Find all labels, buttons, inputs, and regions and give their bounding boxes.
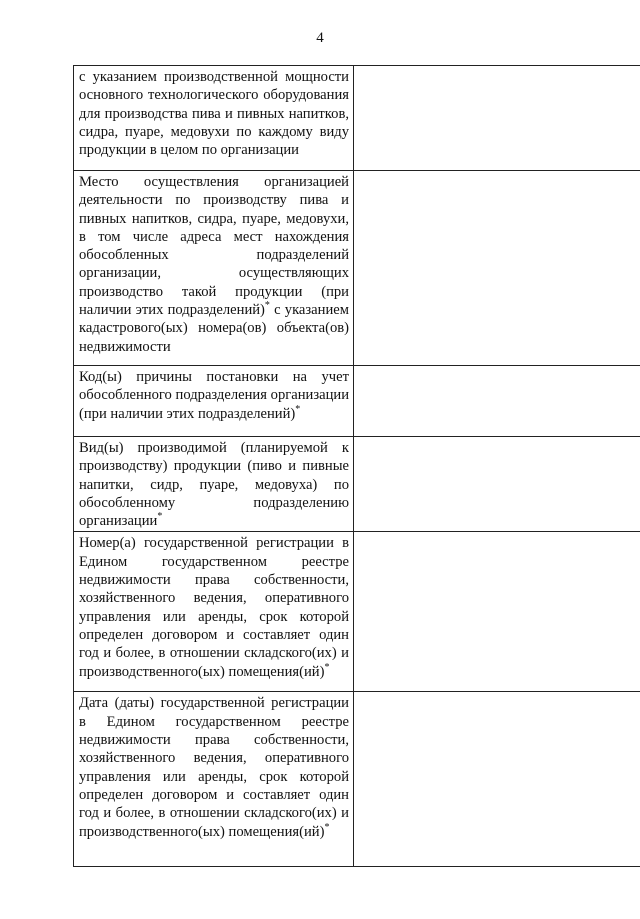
label-text: Дата (даты) государственной регистрации в Едином государственном реестре недвижимости права собственности, хозяйственного ведения, оперативного управления или аренды, срок которой определен договором и составляет один год и более, в отношении складского(их) и производственного(ых) помещения(ий) xyxy=(79,695,349,840)
row-label xyxy=(74,532,354,692)
row-label xyxy=(74,66,354,171)
table-row xyxy=(74,366,640,437)
row-label xyxy=(74,692,354,867)
row-label xyxy=(74,437,354,532)
footnote-mark: * xyxy=(264,300,270,312)
label-text: Вид(ы) производимой (планируемой к производству) продукции (пиво и пивные напитки, сидр, пуаре, медовуха) по обособленному подразделению организации xyxy=(79,440,349,530)
row-label xyxy=(74,171,354,366)
row-value[interactable] xyxy=(354,437,640,532)
footnote-mark: * xyxy=(324,661,330,673)
row-label xyxy=(74,366,354,437)
form-table xyxy=(73,65,640,867)
label-text: Номер(а) государственной регистрации в Едином государственном реестре недвижимости права собственности, хозяйственного ведения, оперативного управления или аренды, срок которой определен договором и составляет один год и более, в отношении складского(их) и производственного(ых) помещения(ий) xyxy=(79,535,349,680)
footnote-mark: * xyxy=(295,403,301,415)
row-value[interactable] xyxy=(354,171,640,366)
table-row xyxy=(74,437,640,532)
table-row xyxy=(74,692,640,867)
footnote-mark: * xyxy=(157,511,163,523)
footnote-mark: * xyxy=(324,821,330,833)
row-value[interactable] xyxy=(354,66,640,171)
page-number: 4 xyxy=(316,30,324,46)
table-row xyxy=(74,66,640,171)
row-value[interactable] xyxy=(354,366,640,437)
label-text: Код(ы) причины постановки на учет обособленного подразделения организации (при наличии этих подразделений) xyxy=(79,369,349,422)
label-text: Место осуществления организацией деятельности по производству пива и пивных напитков, сидра, пуаре, медовухи, в том числе адреса мест нахождения обособленных подразделений организации, осуществляющих производство такой продукции (при наличии этих подразделений) xyxy=(79,174,349,319)
label-text-tail: с указанием кадастрового(ых) номера(ов) объекта(ов) недвижимости xyxy=(79,302,349,355)
table-row xyxy=(74,532,640,692)
row-value[interactable] xyxy=(354,692,640,867)
row-value[interactable] xyxy=(354,532,640,692)
table-row xyxy=(74,171,640,366)
label-text: с указанием производственной мощности основного технологического оборудования для производства пива и пивных напитков, сидра, пуаре, медовухи по каждому виду продукции в целом по организации xyxy=(79,69,349,159)
